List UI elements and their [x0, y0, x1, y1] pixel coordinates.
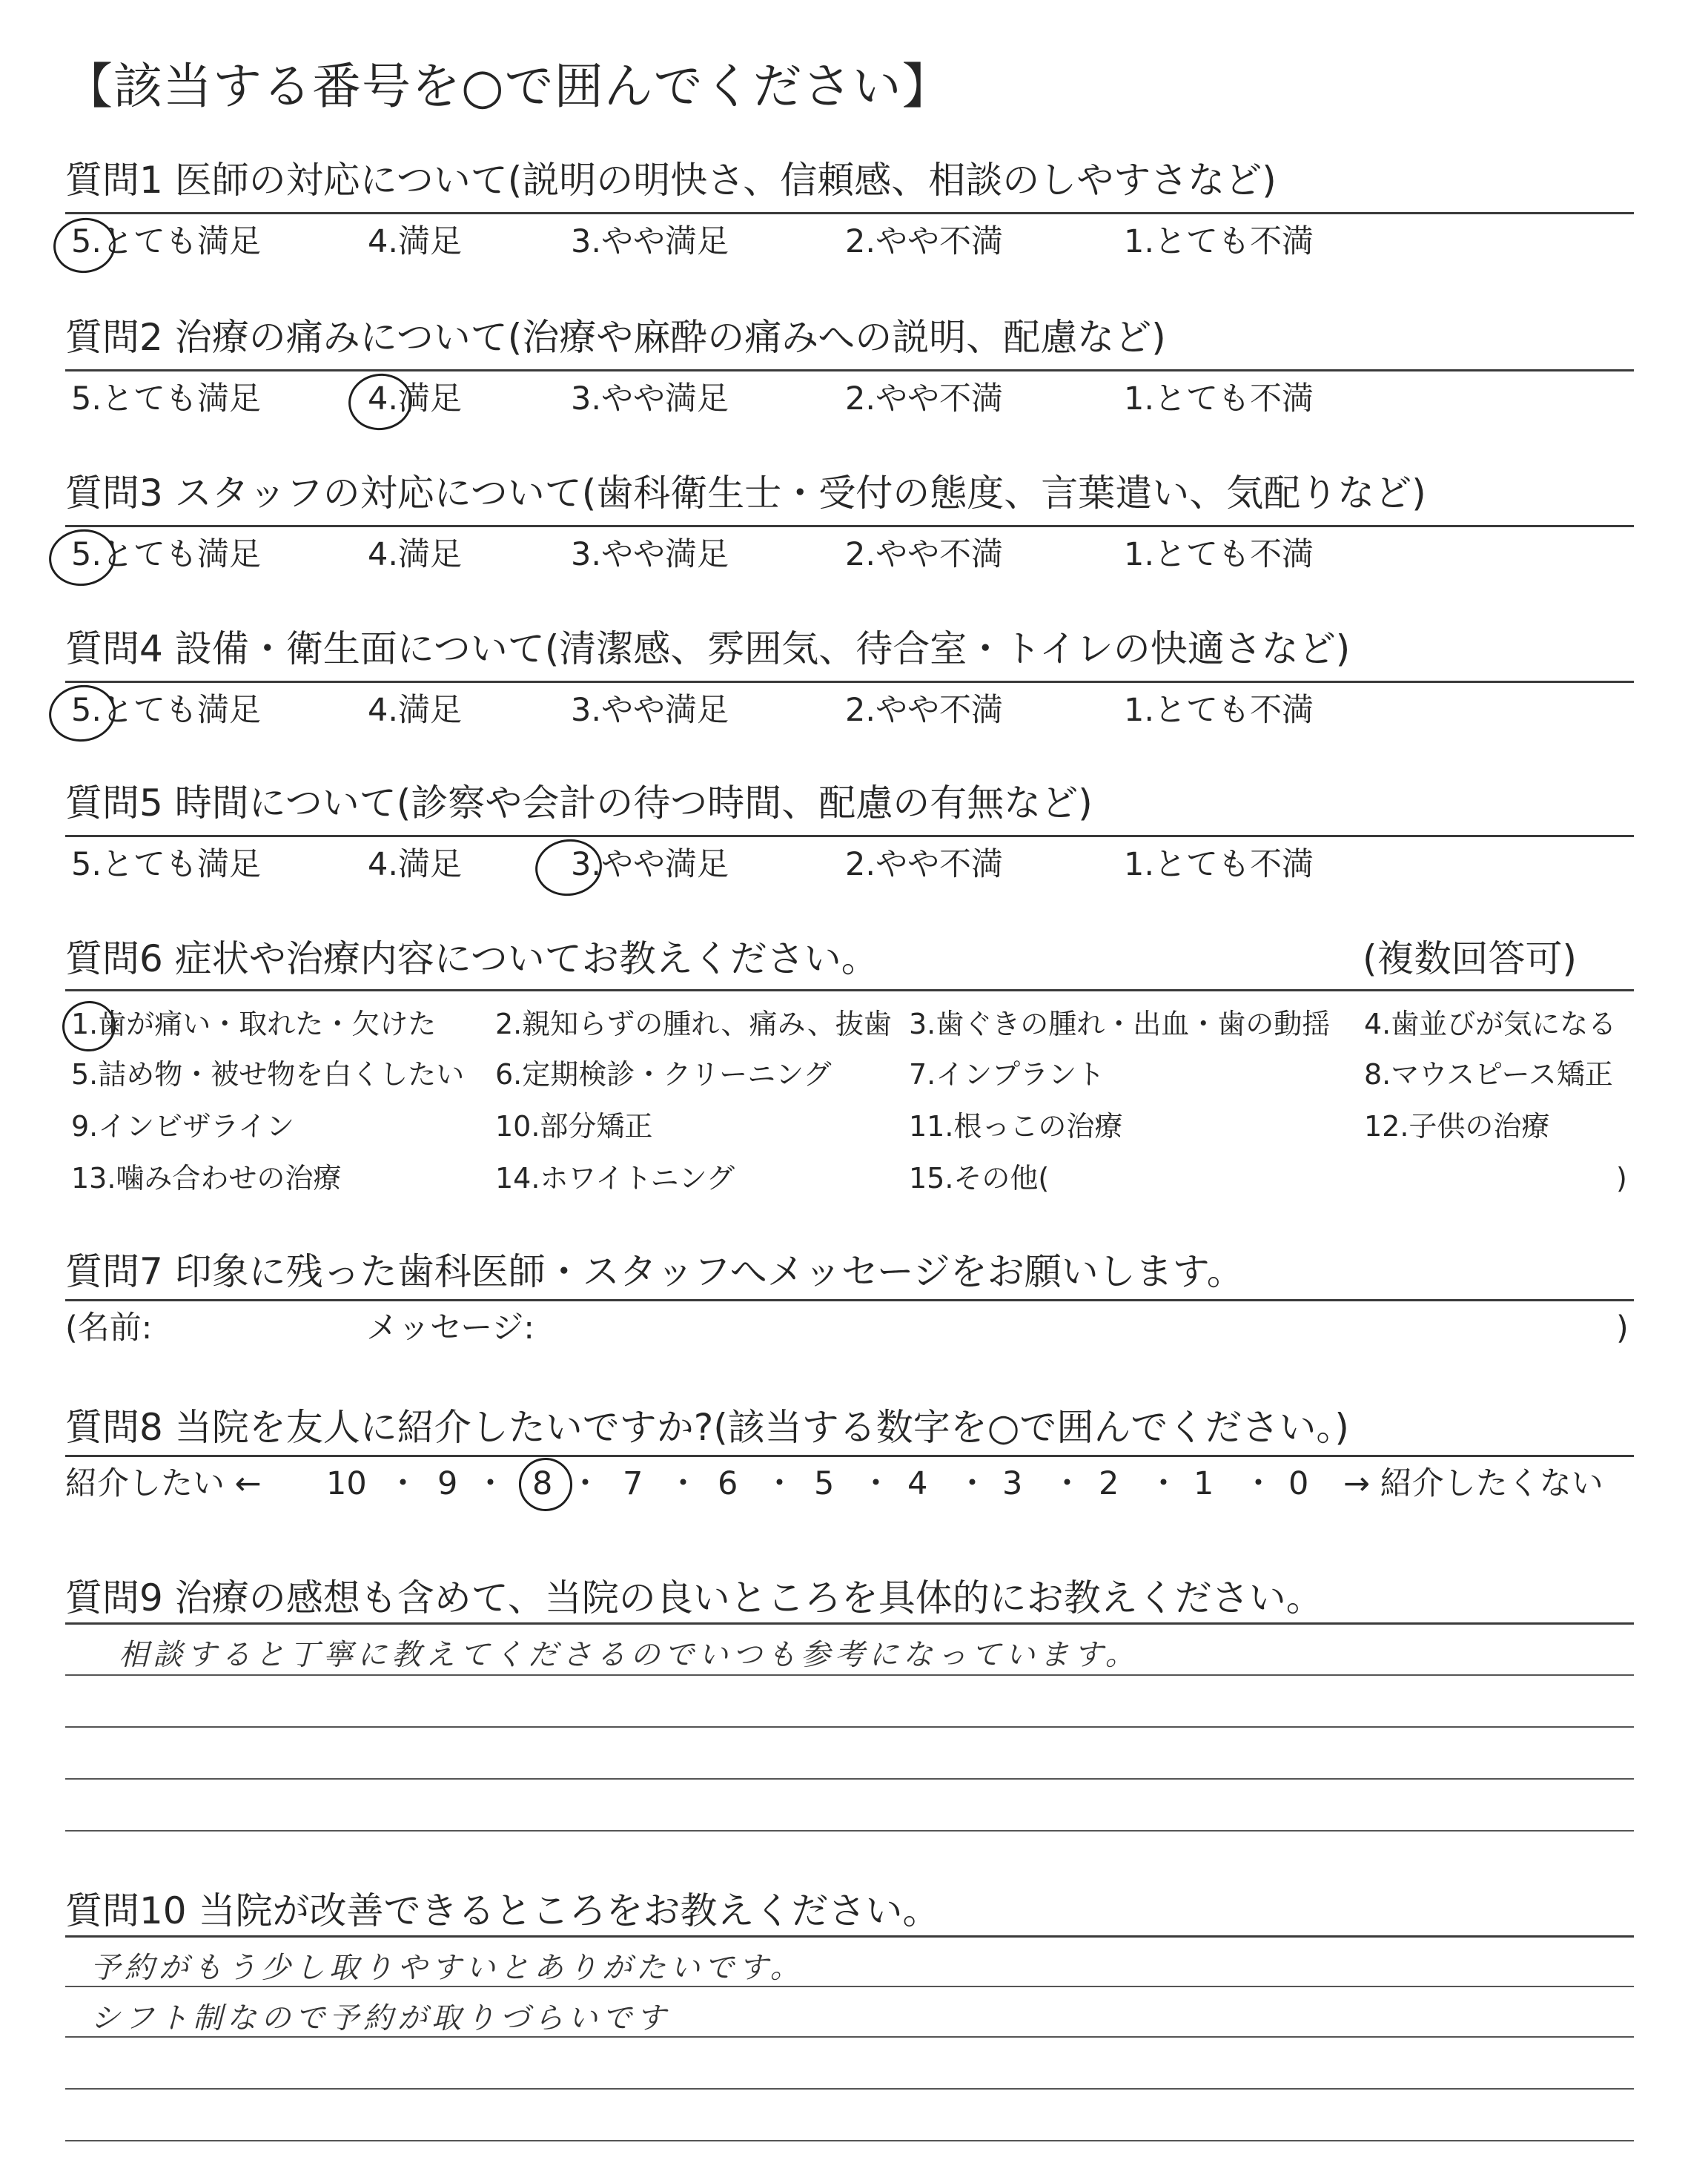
q8-separator: ・ [764, 1465, 795, 1502]
q1-option-3[interactable]: 3.やや満足 [571, 223, 729, 260]
q2-option-1[interactable]: 1.とても不満 [1124, 380, 1314, 417]
q8-left-label: 紹介したい ← [65, 1465, 262, 1502]
q10-handwritten-answer-line-2: シフト制なので予約が取りづらいです [90, 2001, 670, 2035]
q6-option-7[interactable]: 7.インプラント [909, 1058, 1105, 1091]
q8-separator: ・ [667, 1465, 699, 1502]
q6-option-13[interactable]: 13.噛み合わせの治療 [71, 1162, 342, 1195]
q6-other-close-paren: ) [1616, 1162, 1627, 1195]
q8-separator: ・ [860, 1465, 892, 1502]
q1-option-5[interactable]: 5.とても満足 [71, 223, 262, 260]
q8-scale-4[interactable]: 4 [907, 1465, 928, 1502]
q6-option-10[interactable]: 10.部分矯正 [495, 1110, 653, 1143]
q4-option-3[interactable]: 3.やや満足 [571, 692, 729, 729]
q8-separator: ・ [1051, 1465, 1083, 1502]
q3-rule [65, 525, 1634, 527]
q8-scale-8[interactable]: 8 [532, 1465, 553, 1502]
q6-option-3[interactable]: 3.歯ぐきの腫れ・出血・歯の動揺 [909, 1008, 1331, 1040]
q8-separator: ・ [1242, 1465, 1274, 1502]
q7-message-label: メッセージ: [366, 1309, 534, 1347]
q10-answer-line [65, 2140, 1634, 2141]
q2-option-2[interactable]: 2.やや不満 [845, 380, 1004, 417]
q2-selected-circle [345, 369, 416, 434]
q4-option-4[interactable]: 4.満足 [368, 692, 463, 729]
q9-title: 質問9 治療の感想も含めて、当院の良いところを具体的にお教えください。 [65, 1576, 1323, 1619]
q8-separator: ・ [569, 1465, 601, 1502]
q8-scale-1[interactable]: 1 [1194, 1465, 1214, 1502]
q2-option-3[interactable]: 3.やや満足 [571, 380, 729, 417]
q10-answer-line [65, 1986, 1634, 1987]
q6-option-15[interactable]: 15.その他( [909, 1162, 1050, 1195]
q8-scale-7[interactable]: 7 [623, 1465, 643, 1502]
q4-option-5[interactable]: 5.とても満足 [71, 692, 262, 729]
q5-title: 質問5 時間について(診察や会計の待つ時間、配慮の有無など) [65, 782, 1093, 825]
q3-option-3[interactable]: 3.やや満足 [571, 536, 729, 573]
q6-note: (複数回答可) [1363, 937, 1578, 980]
q8-separator: ・ [956, 1465, 988, 1502]
q3-selected-circle [45, 525, 119, 590]
q9-answer-line [65, 1778, 1634, 1780]
q8-separator: ・ [387, 1465, 419, 1502]
q8-scale-2[interactable]: 2 [1099, 1465, 1119, 1502]
q9-answer-line [65, 1674, 1634, 1676]
form-instruction-header: 【該当する番号を○で囲んでください】 [64, 58, 952, 115]
q2-title: 質問2 治療の痛みについて(治療や麻酔の痛みへの説明、配慮など) [65, 316, 1166, 359]
q8-title: 質問8 当院を友人に紹介したいですか?(該当する数字を○で囲んでください。) [65, 1406, 1349, 1449]
q6-rule [65, 989, 1634, 991]
q1-title: 質問1 医師の対応について(説明の明快さ、信頼感、相談のしやすさなど) [65, 159, 1277, 202]
q2-option-5[interactable]: 5.とても満足 [71, 380, 262, 417]
q8-separator: ・ [1148, 1465, 1179, 1502]
q4-title: 質問4 設備・衛生面について(清潔感、雰囲気、待合室・トイレの快適さなど) [65, 627, 1351, 670]
q8-scale-6[interactable]: 6 [718, 1465, 738, 1502]
q6-option-5[interactable]: 5.詰め物・被せ物を白くしたい [71, 1058, 465, 1091]
q2-rule [65, 369, 1634, 371]
q1-option-1[interactable]: 1.とても不満 [1124, 223, 1314, 260]
q9-rule [65, 1622, 1634, 1625]
q8-right-label: → 紹介したくない [1343, 1465, 1603, 1502]
q10-title: 質問10 当院が改善できるところをお教えください。 [65, 1889, 940, 1932]
q5-option-2[interactable]: 2.やや不満 [845, 846, 1004, 883]
q4-rule [65, 681, 1634, 683]
q8-scale-9[interactable]: 9 [437, 1465, 458, 1502]
q1-rule [65, 212, 1634, 214]
q3-option-4[interactable]: 4.満足 [368, 536, 463, 573]
q2-option-4[interactable]: 4.満足 [368, 380, 463, 417]
q3-option-1[interactable]: 1.とても不満 [1124, 536, 1314, 573]
q6-option-6[interactable]: 6.定期検診・クリーニング [495, 1058, 832, 1091]
q1-option-4[interactable]: 4.満足 [368, 223, 463, 260]
q3-title: 質問3 スタッフの対応について(歯科衛生士・受付の態度、言葉遣い、気配りなど) [65, 472, 1426, 515]
q5-option-5[interactable]: 5.とても満足 [71, 846, 262, 883]
q5-option-4[interactable]: 4.満足 [368, 846, 463, 883]
q3-option-2[interactable]: 2.やや不満 [845, 536, 1004, 573]
q9-answer-line [65, 1726, 1634, 1728]
q4-option-1[interactable]: 1.とても不満 [1124, 692, 1314, 729]
q9-handwritten-answer-line-1: 相談すると丁寧に教えてくださるのでいつも参考になっています。 [119, 1638, 1139, 1672]
q5-option-1[interactable]: 1.とても不満 [1124, 846, 1314, 883]
q6-option-8[interactable]: 8.マウスピース矯正 [1364, 1058, 1613, 1091]
q8-scale-5[interactable]: 5 [814, 1465, 835, 1502]
q6-title: 質問6 症状や治療内容についてお教えください。 [65, 937, 878, 980]
q8-scale-10[interactable]: 10 [326, 1465, 367, 1502]
q6-option-9[interactable]: 9.インビザライン [71, 1110, 295, 1143]
q6-option-11[interactable]: 11.根っこの治療 [909, 1110, 1123, 1143]
q4-selected-circle [45, 681, 119, 746]
q6-option-2[interactable]: 2.親知らずの腫れ、痛み、抜歯 [495, 1008, 892, 1040]
q5-selected-circle [532, 835, 606, 900]
q7-title: 質問7 印象に残った歯科医師・スタッフへメッセージをお願いします。 [65, 1250, 1244, 1293]
q6-option-4[interactable]: 4.歯並びが気になる [1364, 1008, 1617, 1040]
q6-option-1[interactable]: 1.歯が痛い・取れた・欠けた [71, 1008, 437, 1040]
q8-scale-3[interactable]: 3 [1002, 1465, 1023, 1502]
q7-rule [65, 1299, 1634, 1301]
q10-answer-line [65, 2088, 1634, 2090]
q8-rule [65, 1455, 1634, 1457]
q4-option-2[interactable]: 2.やや不満 [845, 692, 1004, 729]
q6-option-14[interactable]: 14.ホワイトニング [495, 1162, 735, 1195]
q10-handwritten-answer-line-1: 予約がもう少し取りやすいとありがたいです。 [90, 1951, 804, 1985]
q10-rule [65, 1935, 1634, 1938]
q1-option-2[interactable]: 2.やや不満 [845, 223, 1004, 260]
q9-answer-line [65, 1830, 1634, 1832]
q6-selected-circle [59, 997, 119, 1054]
q5-rule [65, 835, 1634, 837]
q8-selected-circle [515, 1454, 575, 1514]
q5-option-3[interactable]: 3.やや満足 [571, 846, 729, 883]
q8-scale-0[interactable]: 0 [1288, 1465, 1309, 1502]
q6-option-12[interactable]: 12.子供の治療 [1364, 1110, 1550, 1143]
q7-name-label: (名前: [65, 1309, 153, 1347]
q3-option-5[interactable]: 5.とても満足 [71, 536, 262, 573]
q7-close-paren: ) [1616, 1309, 1629, 1347]
q10-answer-line [65, 2036, 1634, 2038]
q8-separator: ・ [474, 1465, 506, 1502]
